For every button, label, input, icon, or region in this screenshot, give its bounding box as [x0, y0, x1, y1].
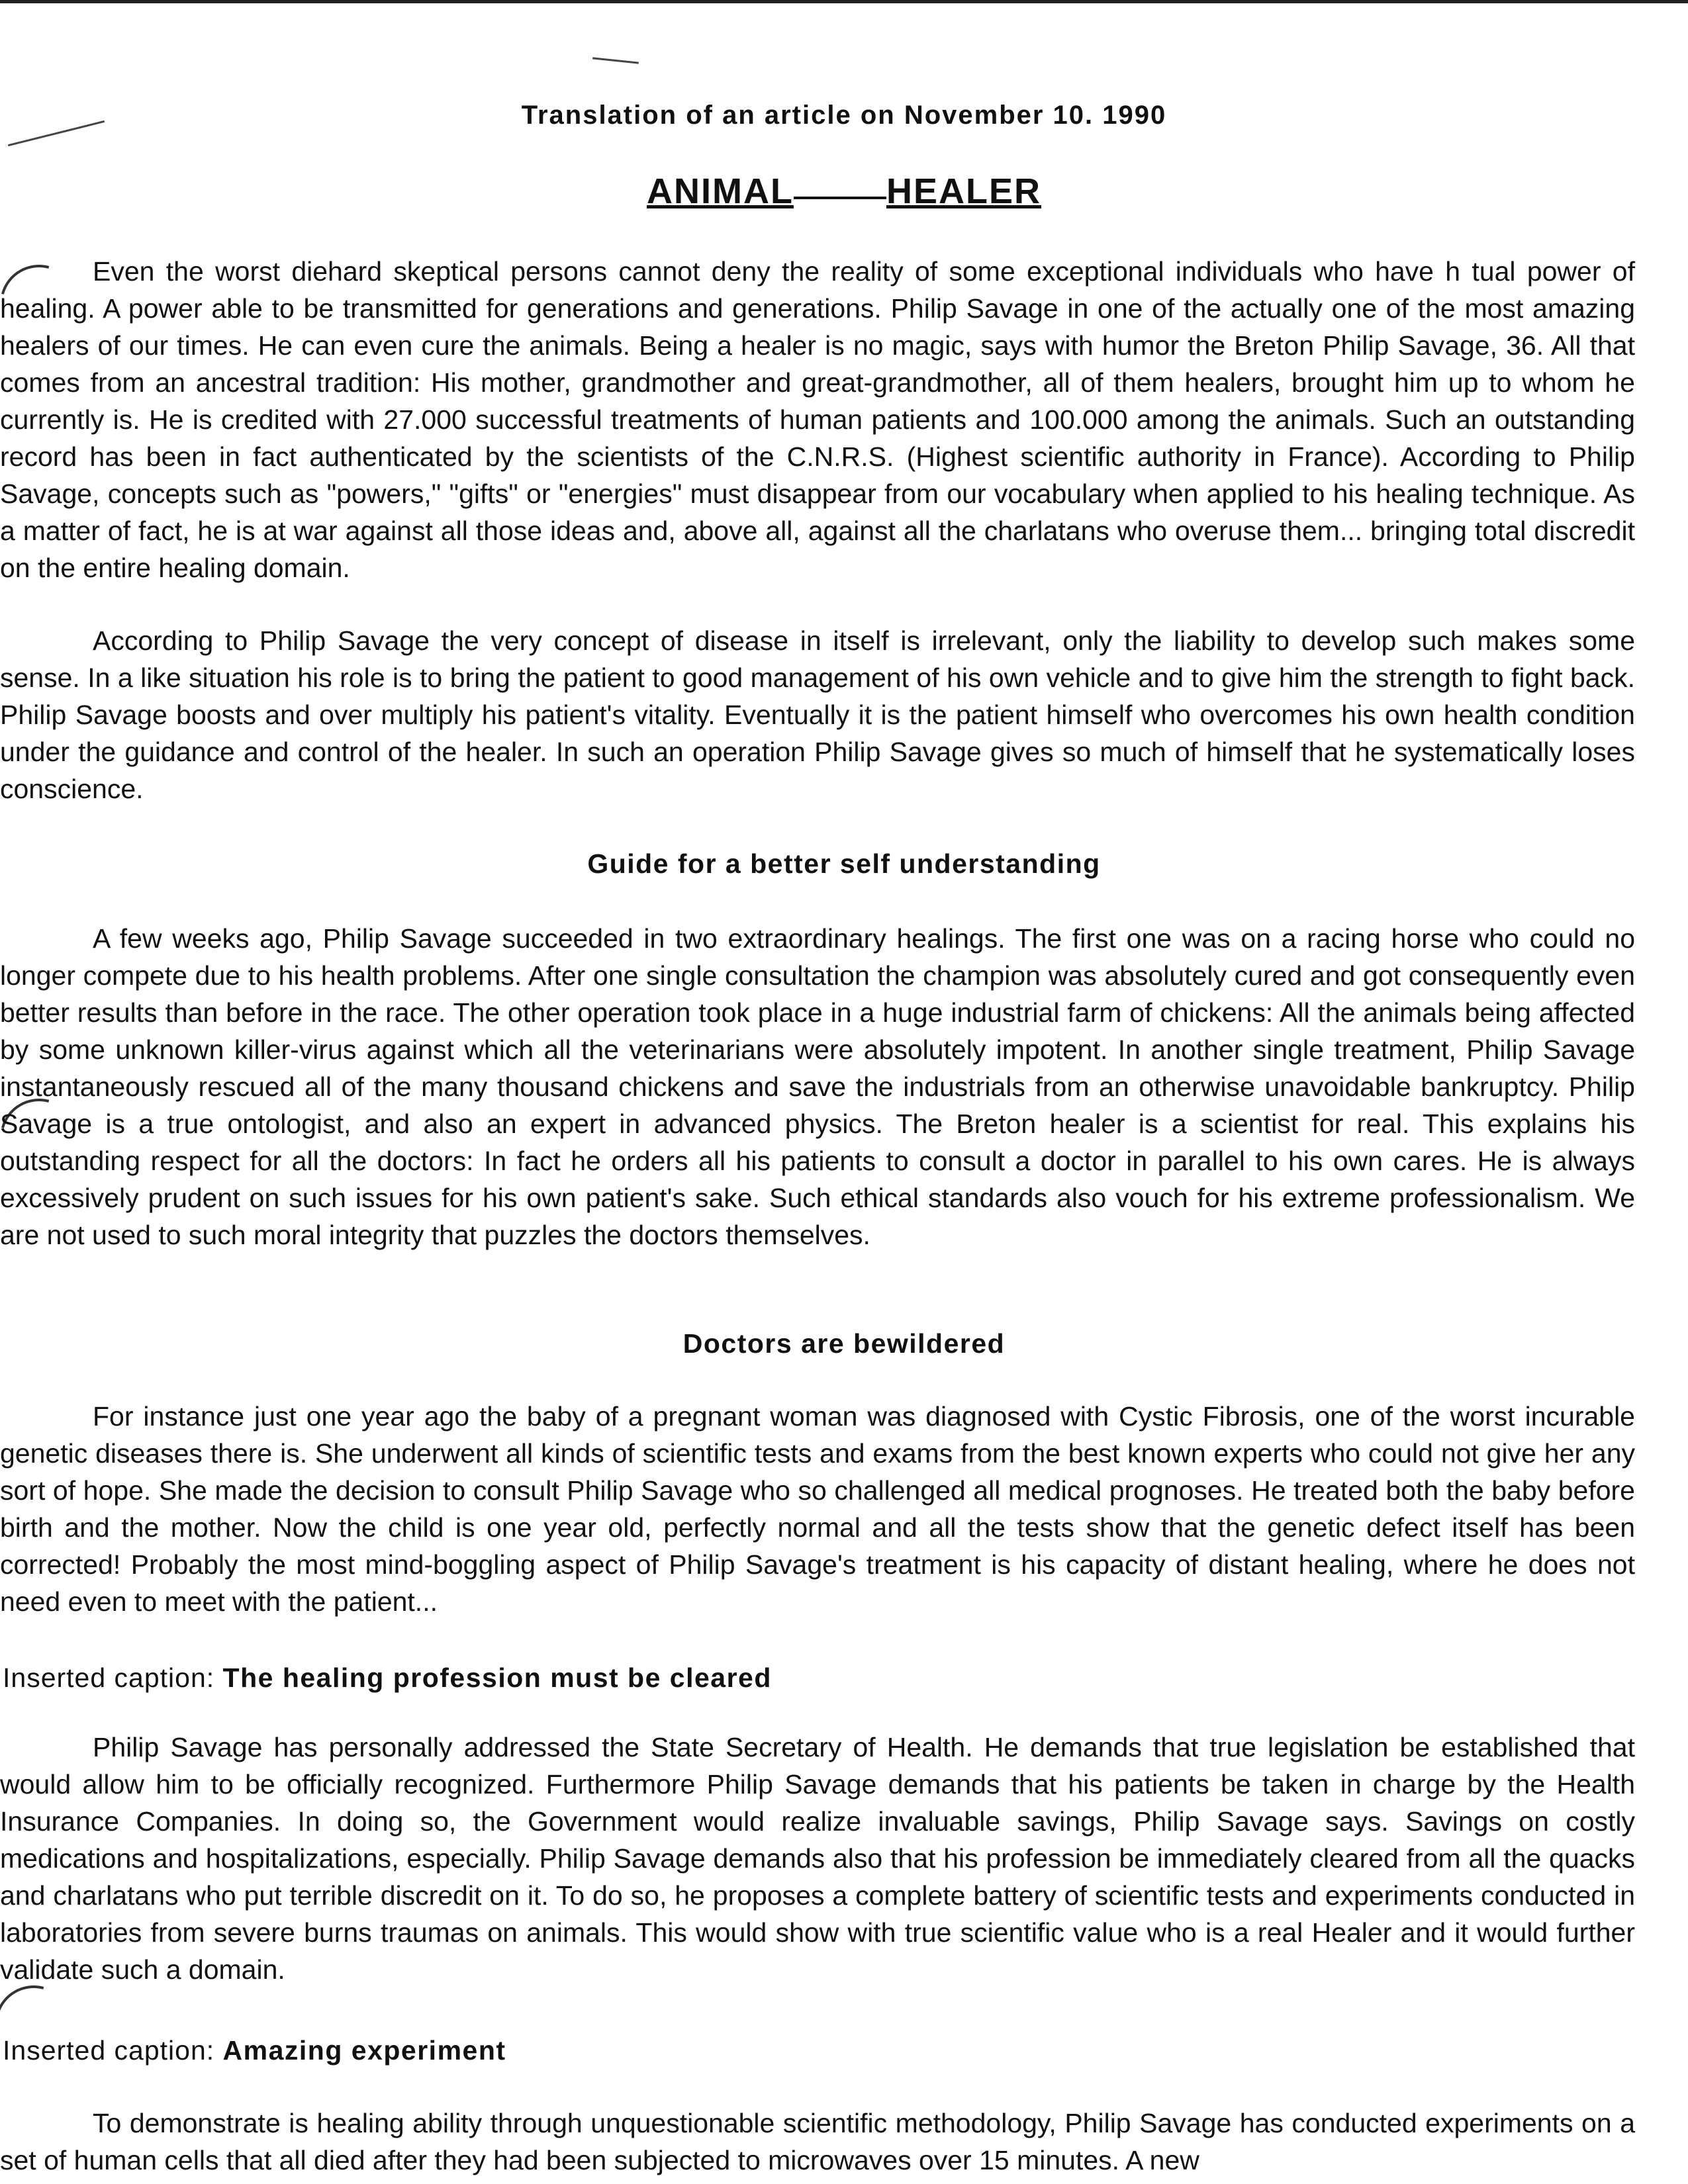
article-date-line: Translation of an article on November 10. 1990	[521, 101, 1167, 130]
article-title	[0, 171, 1688, 212]
scan-mark	[592, 57, 639, 64]
scan-top-edge	[0, 0, 1688, 3]
caption-amazing-experiment	[3, 2035, 506, 2066]
paragraph-healings: A few weeks ago, Philip Savage succeeded in two extraordinary healings. The first one was on a racing horse who could no longer compete due to his health problems. After one single consultation the champion was absolutely cured and got consequently even better results than before in the race. The other operation took place in a huge industrial farm of chickens: All the animals being affected by some unknown killer-virus against which all the veterinarians were absolutely impotent. In another single treatment, Philip Savage instantaneously rescued all of the many thousand chickens and save the industrials from an otherwise unavoidable bankruptcy. Philip Savage is a true ontologist, and also an expert in advanced physics. The Breton healer is a scientist for real. This explains his outstanding respect for all the doctors: In fact he orders all his patients to consult a doctor in parallel to his own cares. He is always excessively prudent on such issues for his own patient's sake. Such ethical standards also vouch for his extreme professionalism. We are not used to such moral integrity that puzzles the doctors themselves.	[0, 923, 1635, 1250]
title-word-animal: ANIMAL	[647, 171, 794, 211]
paragraph-experiment: To demonstrate is healing ability through unquestionable scientific methodology, Philip Savage has conducted experiments on a set of human cells that all died after they had been subjected to microwaves over 15 minutes. A new	[0, 2108, 1635, 2175]
paragraph-state-secretary: Philip Savage has personally addressed the State Secretary of Health. He demands that true legislation be established that would allow him to be officially recognized. Furthermore Philip Savage demands that his patients be taken in charge by the Health Insurance Companies. In doing so, the Government would realize invaluable savings, Philip Savage says. Savings on costly medications and hospitalizations, especially. Philip Savage demands also that his profession be immediately cleared from all the quacks and charlatans who put terrible discredit on it. To do so, he proposes a complete battery of scientific tests and experiments conducted in laboratories from severe burns traumas on animals. This would show with true scientific value who is a real Healer and it would further validate such a domain.	[0, 1732, 1635, 1985]
caption-prefix: Inserted caption:	[3, 1662, 223, 1693]
caption-healing-profession	[3, 1662, 772, 1694]
paragraph-disease-concept: According to Philip Savage the very concept of disease in itself is irrelevant, only the liability to develop such makes some sense. In a like situation his role is to bring the patient to good management of his own vehicle and to give him the strength to fight back. Philip Savage boosts and over multiply his patient's vitality. Eventually it is the patient himself who overcomes his own health condition under the guidance and control of the healer. In such an operation Philip Savage gives so much of himself that he systematically loses conscience.	[0, 625, 1635, 804]
caption-prefix: Inserted caption:	[3, 2035, 223, 2066]
title-underline-gap	[794, 197, 886, 199]
caption-title: The healing profession must be cleared	[222, 1662, 772, 1693]
section-heading-self-understanding: Guide for a better self understanding	[587, 848, 1101, 879]
paragraph-cystic-fibrosis: For instance just one year ago the baby of a pregnant woman was diagnosed with Cystic Fibrosis, one of the worst incurable genetic diseases there is. She underwent all kinds of scientific tests and exams from the best known experts who could not give her any sort of hope. She made the decision to consult Philip Savage who so challenged all medical prognoses. He treated both the baby before birth and the mother. Now the child is one year old, perfectly normal and all the tests show that the genetic defect itself has been corrected! Probably the most mind-boggling aspect of Philip Savage's treatment is his capacity of distant healing, where he does not need even to meet with the patient...	[0, 1401, 1635, 1617]
title-word-healer: HEALER	[886, 171, 1041, 211]
paragraph-intro: Even the worst diehard skeptical persons cannot deny the reality of some exceptional individuals who have h tual power of healing. A power able to be transmitted for generations and generations. Philip Savage in one of the actually one of the most amazing healers of our times. He can even cure the animals. Being a healer is no magic, says with humor the Breton Philip Savage, 36. All that comes from an ancestral tradition: His mother, grandmother and great-grandmother, all of them healers, brought him up to whom he currently is. He is credited with 27.000 successful treatments of human patients and 100.000 among the animals. Such an outstanding record has been in fact authenticated by the scientists of the C.N.R.S. (Highest scientific authority in France). According to Philip Savage, concepts such as "powers," "gifts" or "energies" must disappear from our vocabulary when applied to his healing technique. As a matter of fact, he is at war against all those ideas and, above all, against all the charlatans who overuse them... bringing total discredit on the entire healing domain.	[0, 256, 1635, 583]
caption-title: Amazing experiment	[222, 2035, 506, 2066]
section-heading-doctors: Doctors are bewildered	[682, 1328, 1006, 1359]
